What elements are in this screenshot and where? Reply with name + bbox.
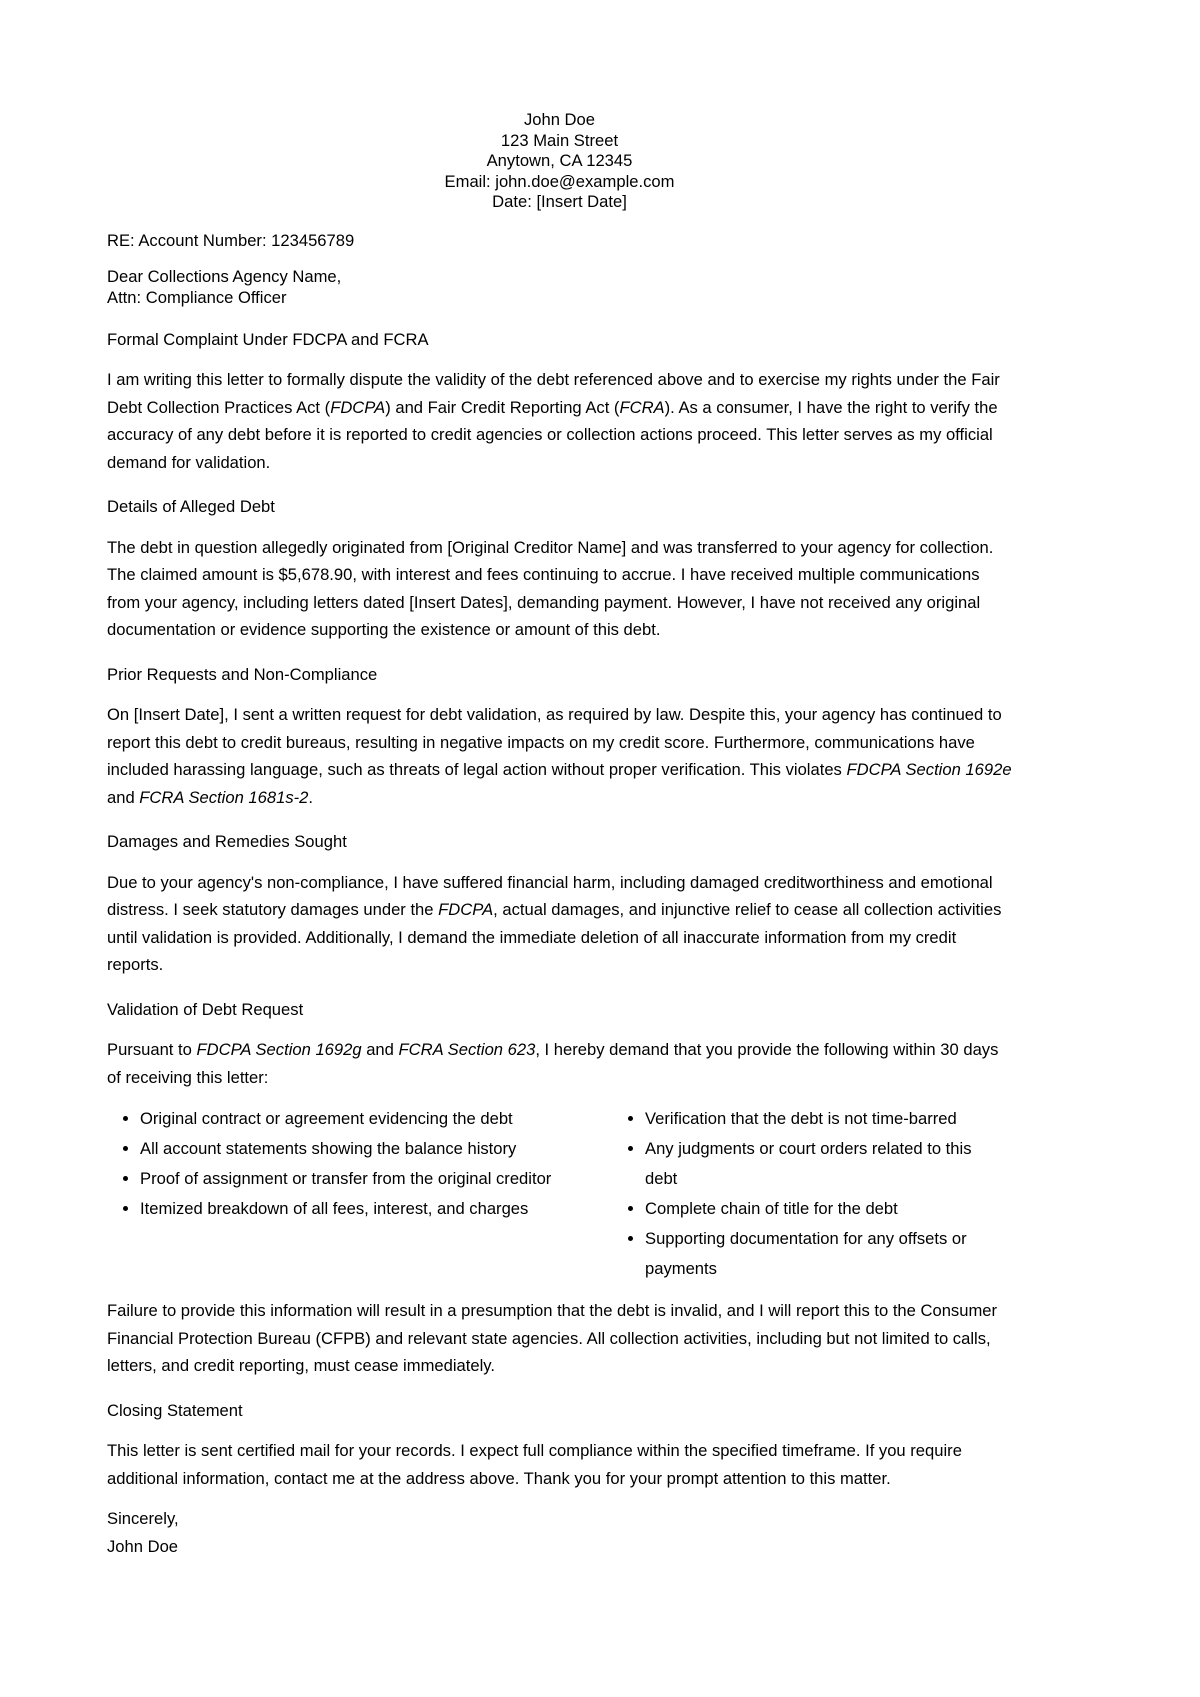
intro-paragraph: I am writing this letter to formally dispute the validity of the debt referenced above and to exercise my rights under the Fair Debt Collection Practices Act (FDCPA) and Fair Credit Reporting Act (FCRA). As a consumer, I have the right to verify the accuracy of any debt before it is reported to credit agencies or collection actions proceed. This letter serves as my official demand for validation. <box>107 370 1000 472</box>
heading-prior-requests: Prior Requests and Non-Compliance <box>107 664 378 684</box>
damages-paragraph: Due to your agency's non-compliance, I have suffered financial harm, including damaged creditworthiness and emotional distress. I seek statutory damages under the FDCPA, actual damages, and injunctive relief to cease all collection activities until validation is provided. Additionally, I demand the immediate deletion of all inaccurate information from my credit reports. <box>107 872 1002 975</box>
salutation-line-2: Attn: Compliance Officer <box>107 288 287 308</box>
list-item: • Original contract or agreement evidencing the debt <box>140 1104 612 1134</box>
list-item: • Supporting documentation for any offsets or payments <box>645 1224 1012 1284</box>
failure-consequences-paragraph: Failure to provide this information will result in a presumption that the debt is invalid, and I will report this to the Consumer Financial Protection Bureau (CFPB) and relevant state agencies. All collection activities, including but not limited to calls, letters, and credit reporting, must cease immediately. <box>107 1301 998 1376</box>
subject-line: Formal Complaint Under FDCPA and FCRA <box>107 329 429 349</box>
sender-email: Email: john.doe@example.com <box>444 171 675 191</box>
signature-name: John Doe <box>107 1536 179 1556</box>
details-paragraph: The debt in question allegedly originated from [Original Creditor Name] and was transferred to your agency for collection. The claimed amount is $5,678.90, with interest and fees continuing to accrue. I have received multiple communications from your agency, including letters dated [Insert Dates], demanding payment. However, I have not received any original documentation or evidence supporting the existence or amount of this debt. <box>107 537 994 640</box>
validation-intro-paragraph: Pursuant to FDCPA Section 1692g and FCRA Section 623, I hereby demand that you provide the following within 30 days of receiving this letter: <box>107 1040 999 1087</box>
signoff-word: Sincerely, <box>107 1509 179 1529</box>
list-item: • Proof of assignment or transfer from the original creditor <box>140 1164 612 1194</box>
list-item: • Verification that the debt is not time-barred <box>645 1104 1012 1134</box>
sender-name: John Doe <box>523 110 596 129</box>
list-item: • Any judgments or court orders related to this debt <box>645 1134 1012 1194</box>
demand-list-left <box>107 1104 612 1284</box>
reference-line: RE: Account Number: 123456789 <box>107 230 355 250</box>
sender-city: Anytown, CA 12345 <box>486 151 633 171</box>
salutation <box>107 267 1012 308</box>
demand-lists <box>107 1104 1012 1284</box>
heading-details-of-alleged-debt: Details of Alleged Debt <box>107 497 275 517</box>
letter-date: Date: [Insert Date] <box>492 192 627 212</box>
list-item: • Complete chain of title for the debt <box>645 1194 1012 1224</box>
prior-requests-paragraph: On [Insert Date], I sent a written request for debt validation, as required by law. Despite this, your agency has continued to report this debt to credit bureaus, resulting in negative impacts on my credit score. Furthermore, communications have included harassing language, such as threats of legal action without proper verification. This violates FDCPA Section 1692e and FCRA Section 1681s-2. <box>107 705 1012 807</box>
signoff <box>107 1505 1012 1560</box>
sender-street: 123 Main Street <box>500 130 619 150</box>
heading-damages-remedies: Damages and Remedies Sought <box>107 832 347 852</box>
heading-closing-statement: Closing Statement <box>107 1400 243 1420</box>
list-item: • Itemized breakdown of all fees, interest, and charges <box>140 1194 612 1224</box>
demand-list-right <box>612 1104 1012 1284</box>
closing-paragraph: This letter is sent certified mail for your records. I expect full compliance within the specified timeframe. If you require additional information, contact me at the address above. Thank you for your prompt attention to this matter. <box>107 1441 962 1488</box>
salutation-line-1: Dear Collections Agency Name, <box>107 267 342 287</box>
heading-validation-request: Validation of Debt Request <box>107 999 304 1019</box>
sender-header <box>107 110 1012 213</box>
list-item: • All account statements showing the balance history <box>140 1134 612 1164</box>
